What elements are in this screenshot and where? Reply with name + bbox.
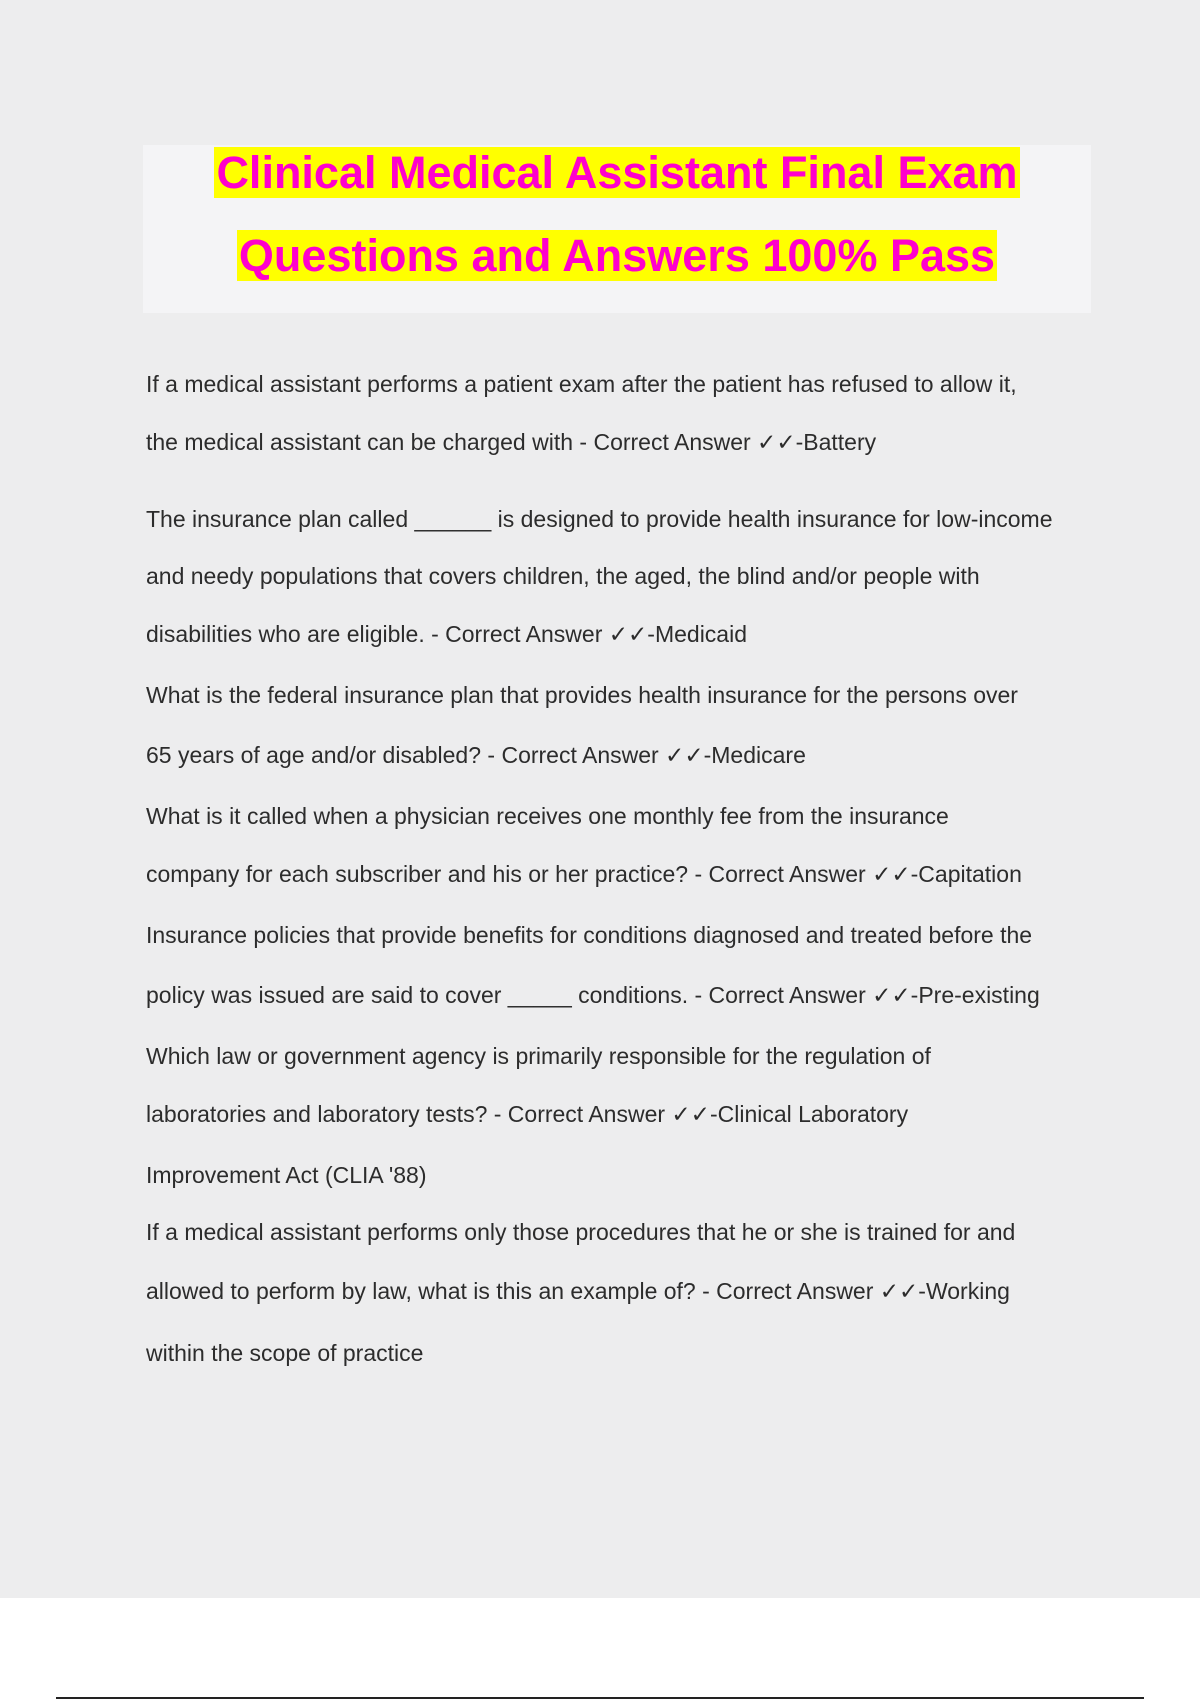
title-line-1: [143, 145, 1091, 201]
question-6-line-3: Improvement Act (CLIA '88): [146, 1162, 427, 1188]
question-7-line-2: allowed to perform by law, what is this an example of? - Correct Answer ✓✓-Working: [146, 1278, 1010, 1304]
question-2-line-3: disabilities who are eligible. - Correct Answer ✓✓-Medicaid: [146, 621, 747, 647]
title-line-2-text: Questions and Answers 100% Pass: [238, 230, 996, 281]
question-2-line-1: The insurance plan called ______ is designed to provide health insurance for low-income: [146, 506, 1053, 532]
question-5-line-1: Insurance policies that provide benefits for conditions diagnosed and treated before the: [146, 922, 1033, 948]
bottom-divider: [56, 1697, 1144, 1699]
question-7-line-1: If a medical assistant performs only those procedures that he or she is trained for and: [146, 1219, 1016, 1245]
question-5-line-2: policy was issued are said to cover _____ conditions. - Correct Answer ✓✓-Pre-existing: [146, 982, 1040, 1008]
question-1-line-2: the medical assistant can be charged with - Correct Answer ✓✓-Battery: [146, 429, 877, 455]
question-6-line-1: Which law or government agency is primarily responsible for the regulation of: [146, 1043, 931, 1069]
question-7-line-3: within the scope of practice: [146, 1340, 424, 1366]
question-6-line-2: laboratories and laboratory tests? - Correct Answer ✓✓-Clinical Laboratory: [146, 1101, 909, 1127]
question-2-line-2: and needy populations that covers children, the aged, the blind and/or people with: [146, 563, 980, 589]
question-3-line-1: What is the federal insurance plan that provides health insurance for the persons over: [146, 682, 1018, 708]
title-line-1-text: Clinical Medical Assistant Final Exam: [216, 147, 1018, 198]
question-3-line-2: 65 years of age and/or disabled? - Correct Answer ✓✓-Medicare: [146, 742, 806, 768]
title-line-2: [143, 228, 1091, 284]
question-4-line-2: company for each subscriber and his or her practice? - Correct Answer ✓✓-Capitation: [146, 861, 1022, 887]
question-1-line-1: If a medical assistant performs a patient exam after the patient has refused to allow it,: [146, 371, 1017, 397]
title-block: [143, 145, 1091, 313]
question-4-line-1: What is it called when a physician receives one monthly fee from the insurance: [146, 803, 949, 829]
